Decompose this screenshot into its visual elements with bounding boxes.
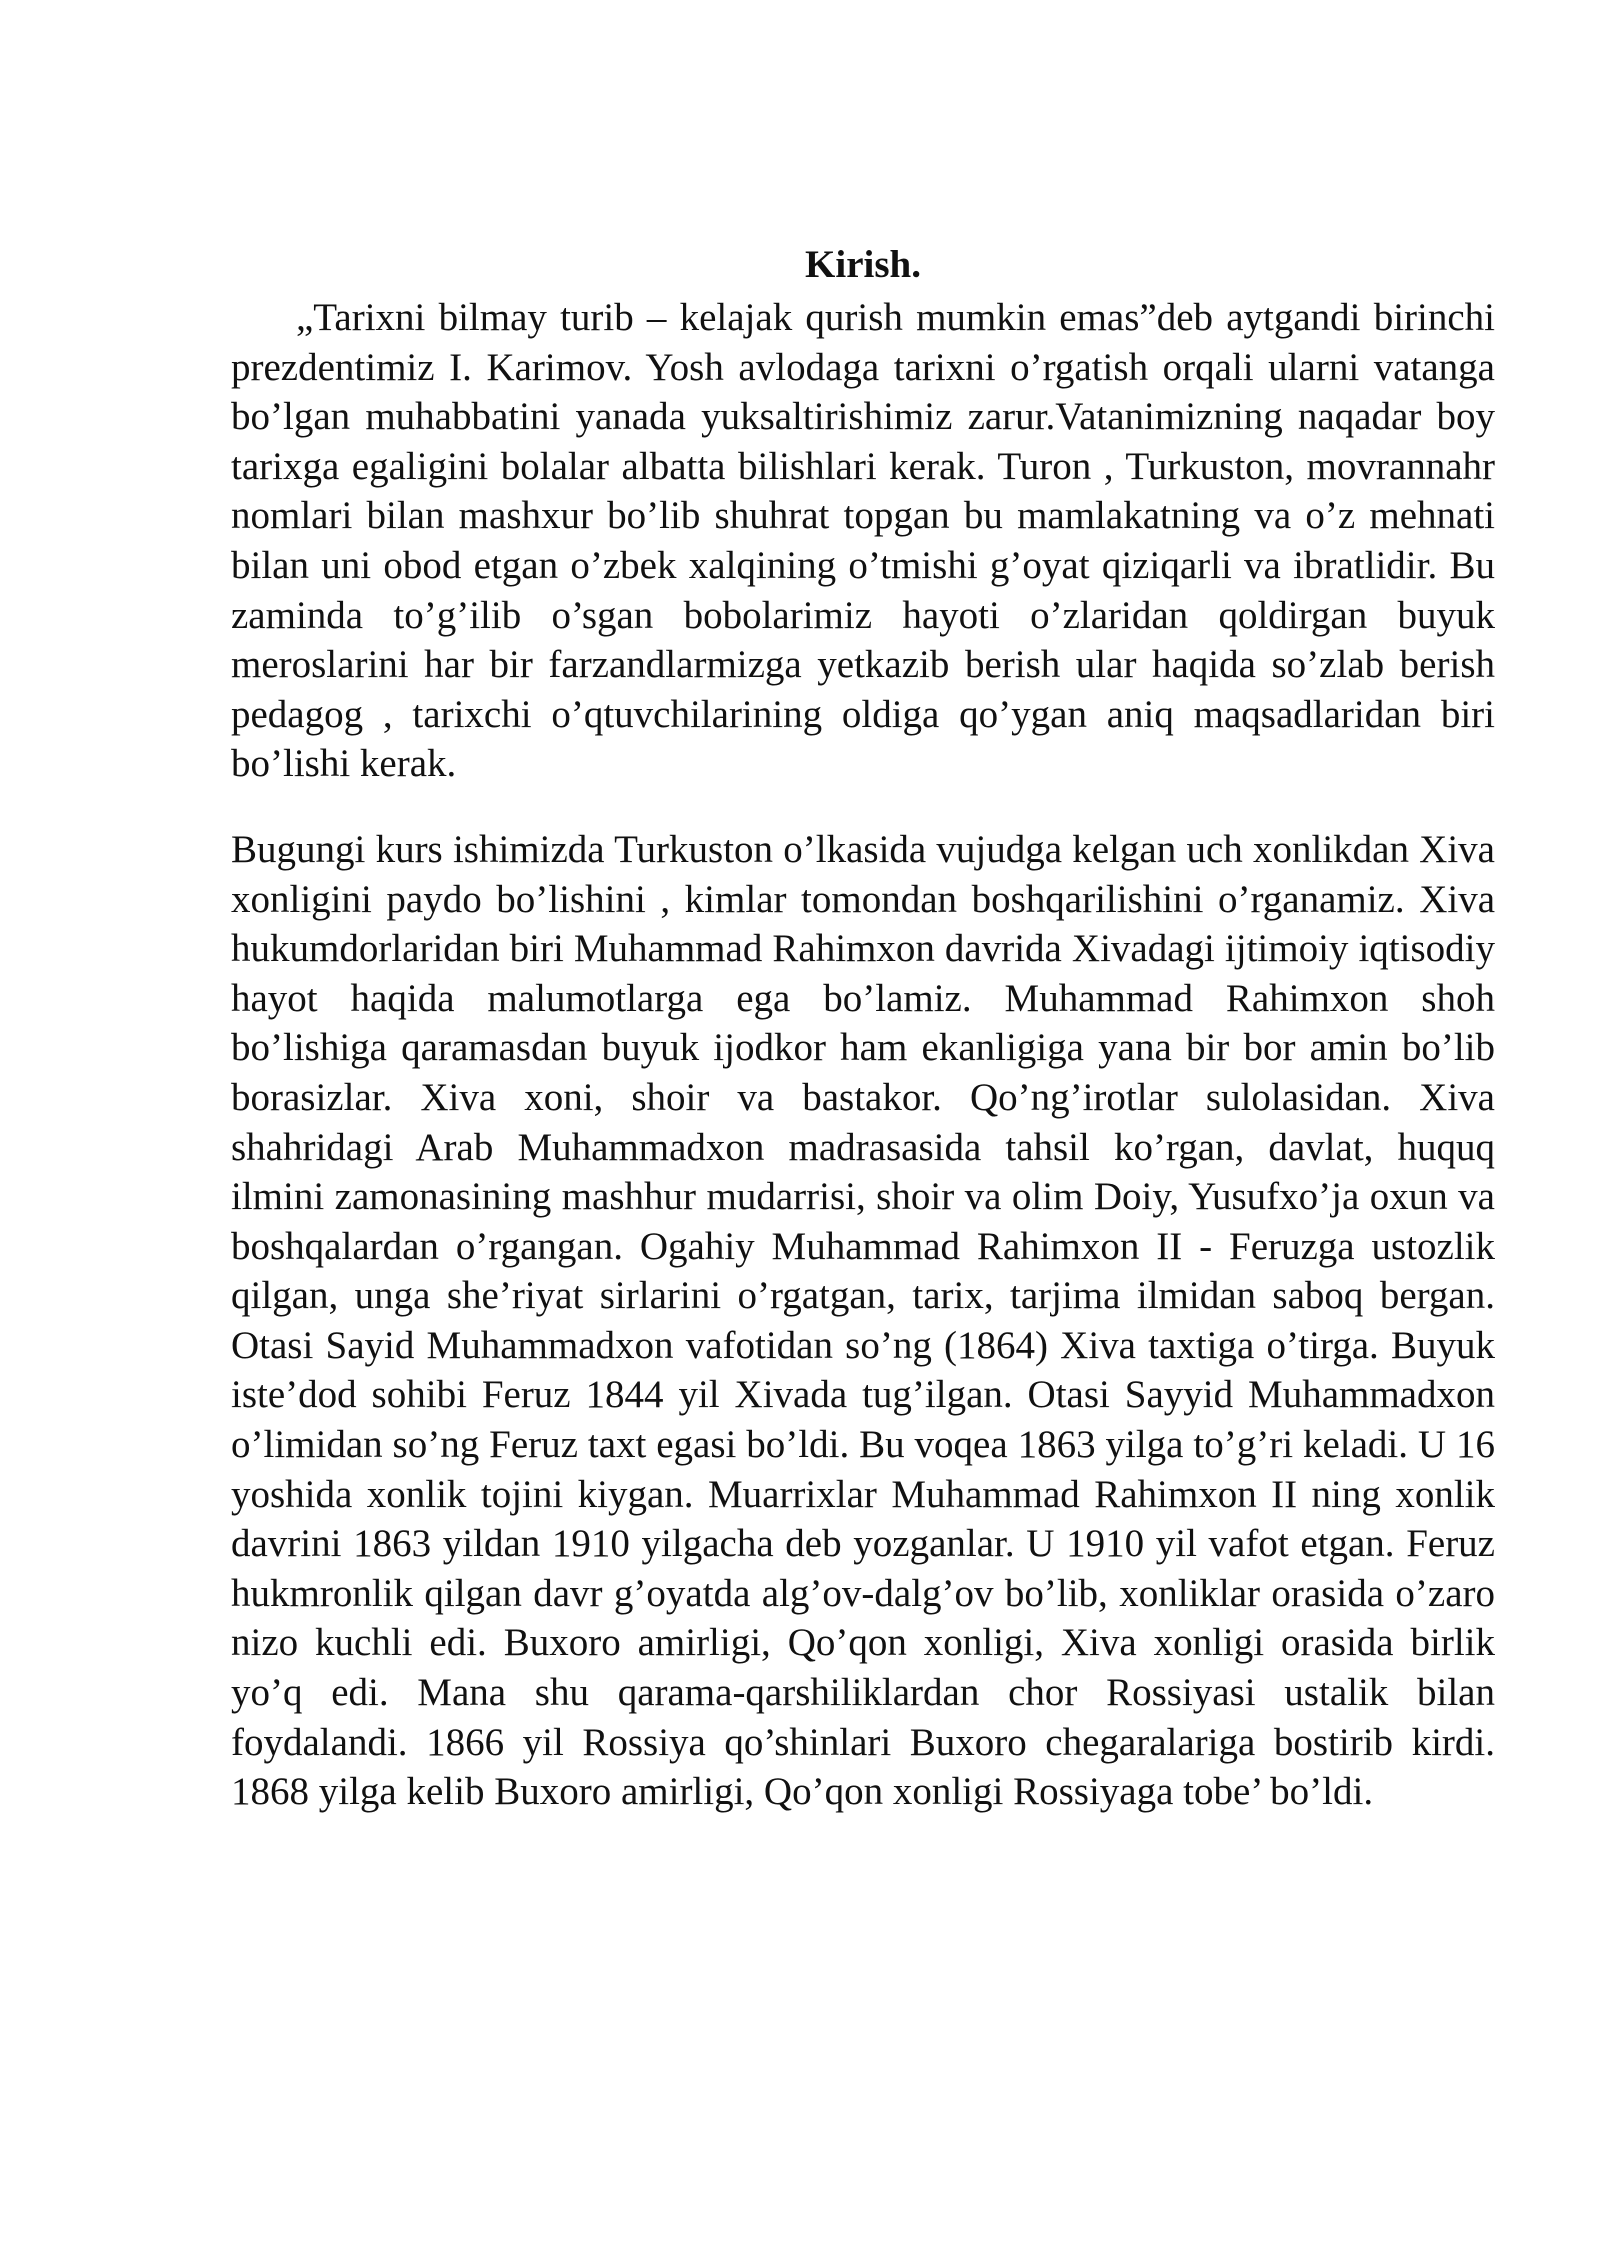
document-title: Kirish. <box>805 243 921 286</box>
body-paragraph: Bugungi kurs ishimizda Turkuston o’lkasida vujudga kelgan uch xonlikdan Xiva xonligini paydo bo’lishini , kimlar tomondan boshqarilishini o’rganamiz. Xiva hukumdorlaridan biri Muhammad Rahimxon davrida Xivadagi ijtimoiy iqtisodiy hayot haqida malumotlarga ega bo’lamiz. Muhammad Rahimxon shoh bo’lishiga qaramasdan buyuk ijodkor ham ekanligiga yana bir bor amin bo’lib borasizlar. Xiva xoni, shoir va bastakor. Qo’ng’irotlar sulolasidan. Xiva shahridagi Arab Muhammadxon madrasasida tahsil ko’rgan, davlat, huquq ilmini zamonasining mashhur mudarrisi, shoir va olim Doiy, Yusufxo’ja oxun va boshqalardan o’rgangan. Ogahiy Muhammad Rahimxon II - Feruzga ustozlik qilgan, unga she’riyat sirlarini o’rgatgan, tarix, tarjima ilmidan saboq bergan. Otasi Sayid Muhammadxon vafotidan so’ng (1864) Xiva taxtiga o’tirga. Buyuk iste’dod sohibi Feruz 1844 yil Xivada tug’ilgan. Otasi Sayyid Muhammadxon o’limidan so’ng Feruz taxt egasi bo’ldi. Bu voqea 1863 yilga to’g’ri keladi. U 16 yoshida xonlik tojini kiygan. Muarrixlar Muhammad Rahimxon II ning xonlik davrini 1863 yildan 1910 yilgacha deb yozganlar. U 1910 yil vafot etgan. Feruz hukmronlik qilgan davr g’oyatda alg’ov-dalg’ov bo’lib, xonliklar orasida o’zaro nizo kuchli edi. Buxoro amirligi, Qo’qon xonligi, Xiva xonligi orasida birlik yo’q edi. Mana shu qarama-qarshiliklardan chor Rossiyasi ustalik bilan foydalandi. 1866 yil Rossiya qo’shinlari Buxoro chegaralariga bostirib kirdi. 1868 yilga kelib Buxoro amirligi, Qo’qon xonligi Rossiyaga tobe’ bo’ldi. <box>231 827 1495 1814</box>
document-body <box>231 240 1495 1817</box>
intro-paragraph: „Tarixni bilmay turib – kelajak qurish mumkin emas”deb aytgandi birinchi prezdentimiz I. Karimov. Yosh avlodaga tarixni o’rgatish orqali ularni vatanga bo’lgan muhabbatini yanada yuksaltirishimiz zarur.Vatanimizning naqadar boy tarixga egaligini bolalar albatta bilishlari kerak. Turon , Turkuston, movrannahr nomlari bilan mashxur bo’lib shuhrat topgan bu mamlakatning va o’z mehnati bilan uni obod etgan o’zbek xalqining o’tmishi g’oyat qiziqarli va ibratlidir. Bu zaminda to’g’ilib o’sgan bobolarimiz hayoti o’zlaridan qoldirgan buyuk meroslarini har bir farzandlarmizga yetkazib berish ular haqida so’zlab berish pedagog , tarixchi o’qtuvchilarining oldiga qo’ygan aniq maqsadlaridan biri bo’lishi kerak. <box>231 296 1495 786</box>
